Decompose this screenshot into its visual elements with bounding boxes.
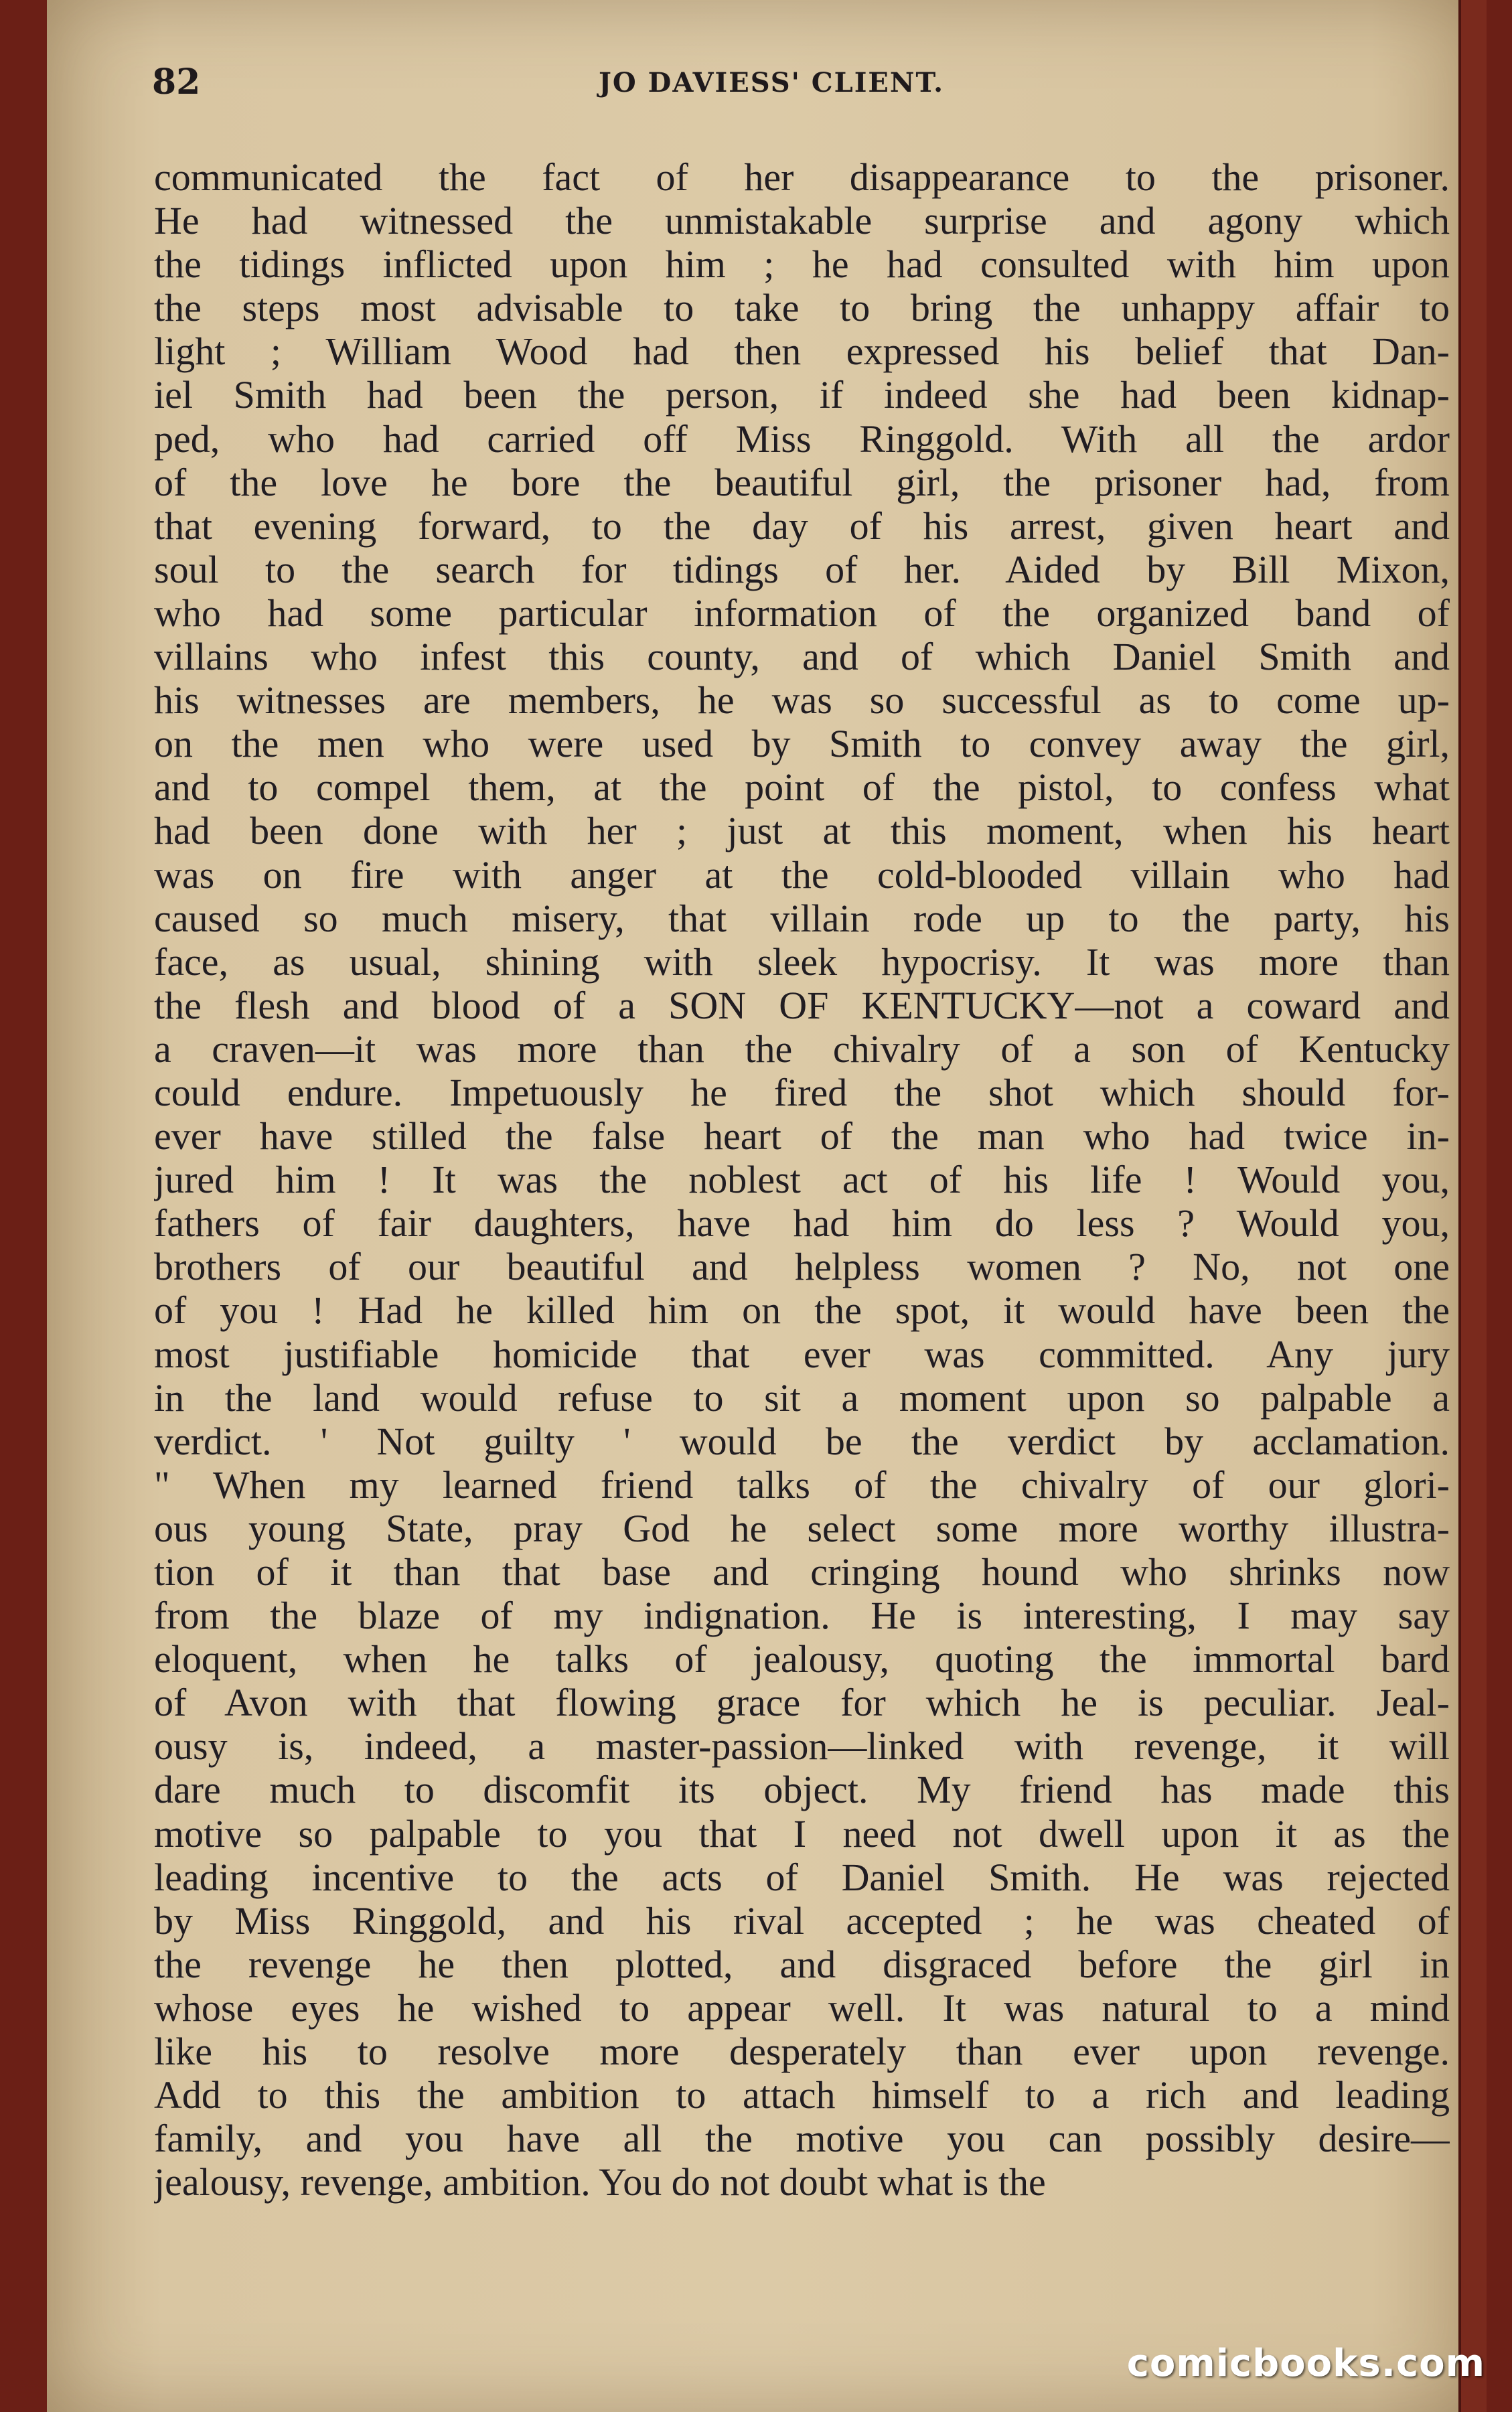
text-line: ped, who had carried off Miss Ringgold. With all the ardor xyxy=(154,417,1450,461)
text-line: that evening forward, to the day of his arrest, given heart and xyxy=(154,504,1450,548)
text-line: family, and you have all the motive you can possibly desire— xyxy=(154,2117,1450,2161)
text-line: motive so palpable to you that I need not dwell upon it as the xyxy=(154,1811,1450,1856)
text-line: soul to the search for tidings of her. Aided by Bill Mixon, xyxy=(154,547,1450,591)
text-line: communicated the fact of her disappearance to the prisoner. xyxy=(154,155,1450,199)
body-text xyxy=(154,155,1450,2204)
text-line: ousy is, indeed, a master-passion—linked with revenge, it will xyxy=(154,1724,1450,1768)
text-line: a craven—it was more than the chivalry of a son of Kentucky xyxy=(154,1027,1450,1071)
text-line: light ; William Wood had then expressed his belief that Dan- xyxy=(154,329,1450,374)
text-line: brothers of our beautiful and helpless women ? No, not one xyxy=(154,1245,1450,1289)
text-line: like his to resolve more desperately than ever upon revenge. xyxy=(154,2030,1450,2074)
watermark: comicbooks.com xyxy=(1126,2342,1485,2385)
text-line: the revenge he then plotted, and disgraced before the girl in xyxy=(154,1942,1450,1986)
page-header xyxy=(108,62,1434,115)
text-line: and to compel them, at the point of the pistol, to confess what xyxy=(154,765,1450,810)
text-line: was on fire with anger at the cold-blooded villain who had xyxy=(154,852,1450,897)
text-line: on the men who were used by Smith to convey away the girl, xyxy=(154,722,1450,766)
text-line: the flesh and blood of a SON OF KENTUCKY—not a coward and xyxy=(154,983,1450,1027)
text-line: had been done with her ; just at this moment, when his heart xyxy=(154,809,1450,853)
text-line: his witnesses are members, he was so successful as to come up- xyxy=(154,678,1450,723)
text-line: Add to this the ambition to attach himself to a rich and leading xyxy=(154,2073,1450,2117)
page-number: 82 xyxy=(152,62,201,102)
text-line: the steps most advisable to take to bring the unhappy affair to xyxy=(154,286,1450,330)
text-line: verdict. ' Not guilty ' would be the verdict by acclamation. xyxy=(154,1419,1450,1463)
text-line: leading incentive to the acts of Daniel Smith. He was rejected xyxy=(154,1855,1450,1899)
text-line: fathers of fair daughters, have had him do less ? Would you, xyxy=(154,1201,1450,1246)
text-line: ous young State, pray God he select some more worthy illustra- xyxy=(154,1506,1450,1550)
text-line: who had some particular information of the organized band of xyxy=(154,591,1450,635)
text-line: face, as usual, shining with sleek hypocrisy. It was more than xyxy=(154,939,1450,984)
text-line: " When my learned friend talks of the chivalry of our glori- xyxy=(154,1462,1450,1507)
text-line: ever have stilled the false heart of the man who had twice in- xyxy=(154,1114,1450,1158)
text-line: by Miss Ringgold, and his rival accepted ; he was cheated of xyxy=(154,1898,1450,1943)
text-line: dare much to discomfit its object. My friend has made this xyxy=(154,1768,1450,1812)
book-spine xyxy=(1458,0,1487,2412)
text-line: tion of it than that base and cringing hound who shrinks now xyxy=(154,1550,1450,1594)
text-line: iel Smith had been the person, if indeed she had been kidnap- xyxy=(154,373,1450,417)
text-line: jealousy, revenge, ambition. You do not doubt what is the xyxy=(154,2160,1046,2204)
text-line: jured him ! It was the noblest act of his life ! Would you, xyxy=(154,1158,1450,1202)
running-head: JO DAVIESS' CLIENT. xyxy=(598,67,945,98)
text-line: most justifiable homicide that ever was committed. Any jury xyxy=(154,1332,1450,1376)
text-line: of the love he bore the beautiful girl, the prisoner had, from xyxy=(154,460,1450,504)
text-line: could endure. Impetuously he fired the shot which should for- xyxy=(154,1070,1450,1114)
text-line: eloquent, when he talks of jealousy, quoting the immortal bard xyxy=(154,1637,1450,1681)
text-line: caused so much misery, that villain rode up to the party, his xyxy=(154,896,1450,940)
text-line: He had witnessed the unmistakable surprise and agony which xyxy=(154,199,1450,243)
text-line: the tidings inflicted upon him ; he had consulted with him upon xyxy=(154,242,1450,287)
text-line: whose eyes he wished to appear well. It was natural to a mind xyxy=(154,1985,1450,2030)
book-page xyxy=(47,0,1487,2412)
text-line: villains who infest this county, and of which Daniel Smith and xyxy=(154,635,1450,679)
text-line: in the land would refuse to sit a moment upon so palpable a xyxy=(154,1375,1450,1420)
text-line: from the blaze of my indignation. He is interesting, I may say xyxy=(154,1594,1450,1638)
text-line: of Avon with that flowing grace for which he is peculiar. Jeal- xyxy=(154,1681,1450,1725)
text-line: of you ! Had he killed him on the spot, it would have been the xyxy=(154,1288,1450,1333)
